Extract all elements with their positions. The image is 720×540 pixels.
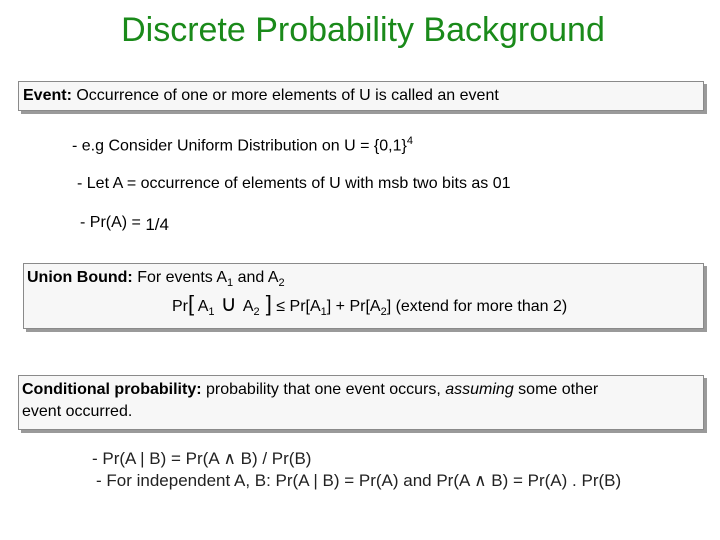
a2-text: A <box>242 298 254 315</box>
event-label: Event: <box>23 87 72 104</box>
r-sub-2: 2 <box>380 306 387 319</box>
uniform-exponent: 4 <box>406 135 413 147</box>
union-bound-label: Union Bound: <box>27 269 133 286</box>
left-bracket: [ <box>188 291 195 316</box>
union-bound-box <box>23 263 704 329</box>
conditional-line-1 <box>22 381 598 399</box>
a-sub-2: 2 <box>253 306 260 319</box>
union-and: and A <box>233 269 279 286</box>
pr-a-value: 1/4 <box>145 215 169 234</box>
conditional-text-1: probability that one event occurs, <box>201 381 446 398</box>
uniform-text: - e.g Consider Uniform Distribution on U = {0,1} <box>72 137 407 155</box>
union-symbol: ∪ <box>214 291 243 316</box>
union-text: For events A <box>132 269 228 286</box>
sub-2: 2 <box>278 277 285 290</box>
event-definition <box>23 87 499 105</box>
conditional-text-2: some other <box>513 381 599 398</box>
plus-text: ] + Pr[A <box>326 298 381 315</box>
event-definition-box <box>18 81 704 111</box>
pr-a-label: - Pr(A) = <box>80 214 146 231</box>
sub-1: 1 <box>227 277 234 290</box>
conditional-label: Conditional probability: <box>22 381 202 398</box>
conditional-line-2: event occurred. <box>22 403 133 420</box>
assuming-text: assuming <box>445 381 514 398</box>
a-sub-1: 1 <box>208 306 215 319</box>
tail-text: ] (extend for more than 2) <box>386 298 568 315</box>
independence-formula: - For independent A, B: Pr(A | B) = Pr(A) and Pr(A ∧ B) = Pr(A) . Pr(B) <box>96 471 622 490</box>
r-sub-1: 1 <box>320 306 327 319</box>
event-text: Occurrence of one or more elements of U is called an event <box>71 87 499 104</box>
probability-of-a <box>80 212 169 232</box>
pr-text: Pr <box>172 298 188 315</box>
union-bound-heading <box>27 269 285 289</box>
conditional-probability-box <box>18 375 704 430</box>
a-text: A <box>194 298 209 315</box>
slide-title: Discrete Probability Background <box>121 11 605 49</box>
right-bracket: ] <box>259 291 272 316</box>
uniform-distribution-example <box>72 135 413 155</box>
le-text: ≤ Pr[A <box>271 298 321 315</box>
union-bound-formula <box>172 291 567 318</box>
conditional-formula: - Pr(A | B) = Pr(A ∧ B) / Pr(B) <box>92 449 312 468</box>
event-a-definition: - Let A = occurrence of elements of U with msb two bits as 01 <box>77 175 511 192</box>
